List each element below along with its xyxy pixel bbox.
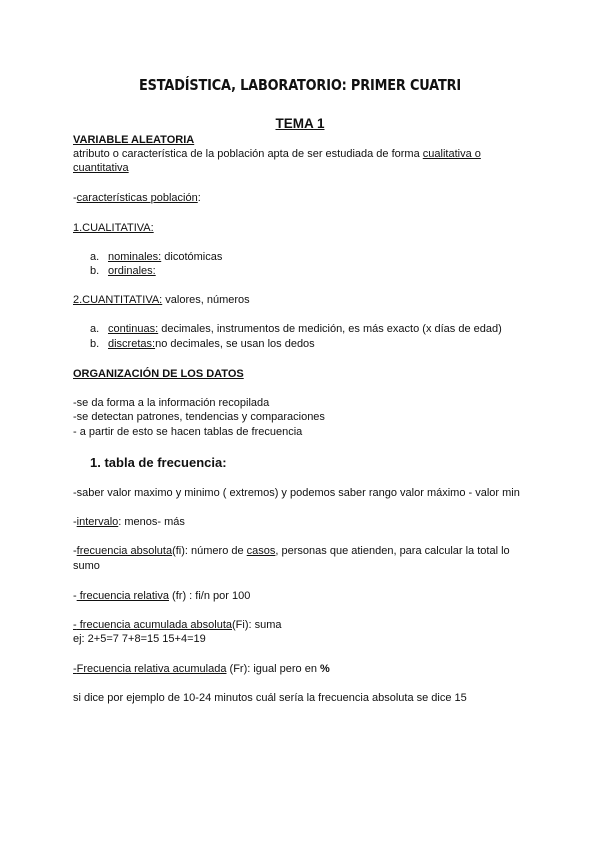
variable-definition-line2: cuantitativa [73,162,129,174]
frecuencia-acumulada-ejemplo: ej: 2+5=7 7+8=15 15+4=19 [73,633,206,645]
organizacion-line: - a partir de esto se hacen tablas de frecuencia [73,426,303,438]
tabla-heading: 1. tabla de frecuencia: [90,455,227,470]
ejemplo-line: si dice por ejemplo de 10-24 minutos cuál sería la frecuencia absoluta se dice 15 [73,692,467,704]
organizacion-line: -se da forma a la información recopilada [73,397,270,409]
frecuencia-absoluta-line1: -frecuencia absoluta(fi): número de casos, personas que atienden, para calcular la total lo [73,545,510,557]
frecuencia-absoluta-line2: sumo [73,560,100,572]
cuantitativa-heading: 2.CUANTITATIVA: valores, números [73,294,250,306]
organizacion-line: -se detectan patrones, tendencias y comparaciones [73,411,325,423]
frecuencia-relativa-line: - frecuencia relativa (fr) : fi/n por 100 [73,590,251,602]
variable-heading: VARIABLE ALEATORIA [73,134,195,146]
section-title: TEMA 1 [275,116,325,131]
list-item-text: ordinales: [108,265,156,277]
document-title: ESTADÍSTICA, LABORATORIO: PRIMER CUATRI [138,76,462,94]
frecuencia-relativa-acumulada-line: -Frecuencia relativa acumulada (Fr): igual pero en % [73,663,330,675]
list-item-text: continuas: decimales, instrumentos de medición, es más exacto (x días de edad) [108,323,502,335]
document-page: ESTADÍSTICA, LABORATORIO: PRIMER CUATRI TEMA 1 VARIABLE ALEATORIA atributo o característica de la población apta de ser estudiada de forma cualitativa o cuantitativa -características población: 1.CUALITATIVA: a. nominales: dicotómicas b. ordinales: 2.CUANTITATIVA: valores, números a. continuas: decimales, instrumentos de medición, es más exacto (x días de edad) b. discretas:no decimales, se usan los dedos ORGANIZACIÓN DE LOS DATOS -se da forma a la información recopilada -se detectan patrones, tendencias y comparaciones - a partir de esto se hacen tablas de frecuencia 1. tabla de frecuencia: -saber valor maximo y minimo ( extremos) y podemos saber rango valor máximo - valor min -intervalo: menos- más -frecuencia absoluta(fi): número de casos, personas que atienden, para calcular la total lo sumo - frecuencia relativa (fr) : fi/n por 100 - frecuencia acumulada absoluta(Fi): suma ej: 2+5=7 7+8=15 15+4=19 -Frecuencia relativa acumulada (Fr): igual pero en % si dice por ejemplo de 10-24 minutos cuál sería la frecuencia absoluta se dice 15 [0,0,600,848]
cualitativa-heading: 1.CUALITATIVA: [73,222,154,234]
tabla-saber-line: -saber valor maximo y minimo ( extremos) y podemos saber rango valor máximo - valor min [73,487,520,499]
intervalo-line: -intervalo: menos- más [73,516,185,528]
list-item-text: nominales: dicotómicas [108,251,223,263]
variable-definition-line1: atributo o característica de la población apta de ser estudiada de forma cualitativa o [73,148,481,160]
organizacion-heading: ORGANIZACIÓN DE LOS DATOS [73,368,244,380]
frecuencia-acumulada-absoluta-line: - frecuencia acumulada absoluta(Fi): suma [73,619,282,631]
list-item-text: discretas:no decimales, se usan los dedos [108,338,315,350]
caracteristicas-line: -características población: [73,192,201,204]
